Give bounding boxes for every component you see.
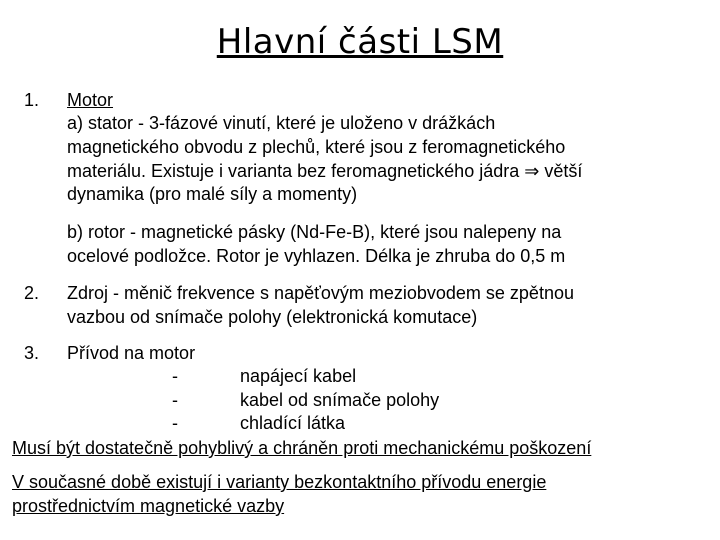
stator-line-2: magnetického obvodu z plechů, které jsou z feromagnetického — [67, 137, 566, 157]
subitem-dash: - — [172, 366, 178, 386]
subitem-power-cable: napájecí kabel — [240, 366, 357, 386]
item-number-3: 3. — [24, 343, 40, 363]
stator-line-4: dynamika (pro malé síly a momenty) — [67, 184, 358, 204]
note-contactless-line-2: prostřednictvím magnetické vazby — [12, 496, 285, 516]
rotor-line-1: b) rotor - magnetické pásky (Nd-Fe-B), které jsou nalepeny na — [67, 222, 562, 242]
item-heading-supply: Přívod na motor — [67, 343, 196, 363]
subitem-coolant: chladící látka — [240, 413, 346, 433]
item-heading-motor: Motor — [67, 90, 114, 110]
item-number-2: 2. — [24, 283, 40, 303]
item-number-1: 1. — [24, 90, 40, 110]
stator-line-1: a) stator - 3-fázové vinutí, které je uloženo v drážkách — [67, 113, 496, 133]
rotor-line-2: ocelové podložce. Rotor je vyhlazen. Délka je zhruba do 0,5 m — [67, 246, 566, 266]
note-mobility: Musí být dostatečně pohyblivý a chráněn proti mechanickému poškození — [12, 438, 592, 458]
subitem-dash: - — [172, 413, 178, 433]
source-line-1: Zdroj - měnič frekvence s napěťovým meziobvodem se zpětnou — [67, 283, 574, 303]
page-title: Hlavní části LSM — [216, 22, 504, 62]
subitem-sensor-cable: kabel od snímače polohy — [240, 390, 440, 410]
note-contactless-line-1: V současné době existují i varianty bezkontaktního přívodu energie — [12, 472, 547, 492]
stator-line-3: materiálu. Existuje i varianta bez feromagnetického jádra ⇒ větší — [67, 161, 583, 181]
source-line-2: vazbou od snímače polohy (elektronická komutace) — [67, 307, 478, 327]
subitem-dash: - — [172, 390, 178, 410]
